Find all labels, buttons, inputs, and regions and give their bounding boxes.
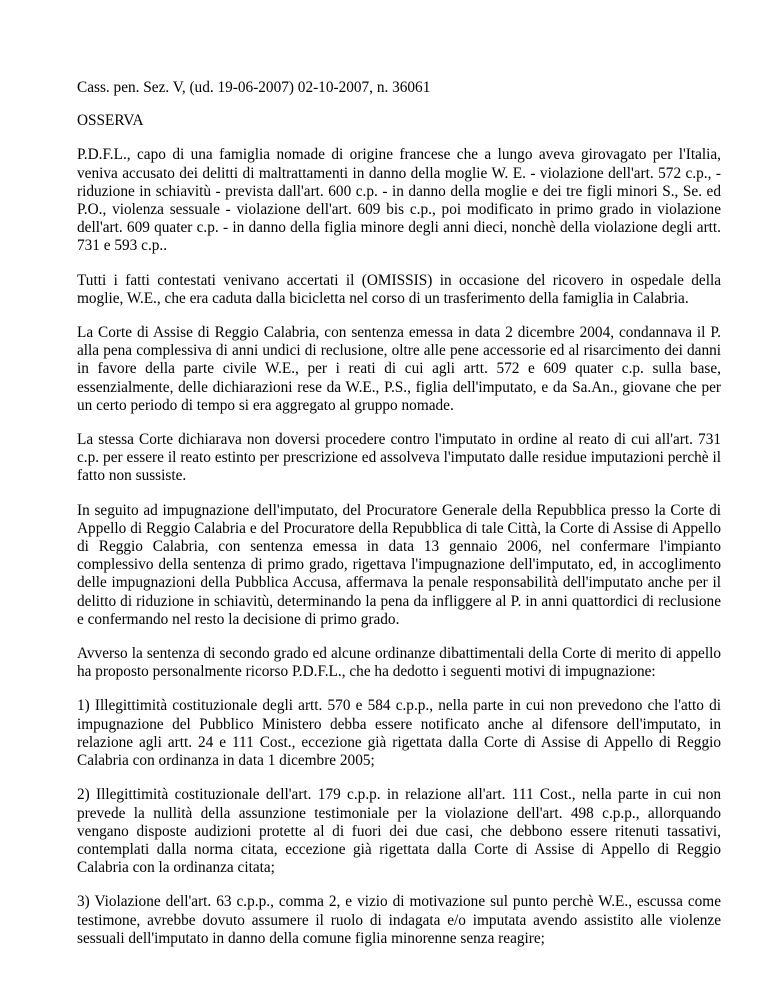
paragraph-6: Avverso la sentenza di secondo grado ed alcune ordinanze dibattimentali della Corte di merito di appello ha proposto personalmente ricorso P.D.F.L., che ha dedotto i seguenti motivi di impugnazione: [77, 645, 721, 681]
paragraph-7: 1) Illegittimità costituzionale degli artt. 570 e 584 c.p.p., nella parte in cui non prevedono che l'atto di impugnazione del Pubblico Ministero debba essere notificato anche al difensore dell'imputato, in relazione agli artt. 24 e 111 Cost., eccezione già rigettata dalla Corte di Assise di Appello di Reggio Calabria con ordinanza in data 1 dicembre 2005; [77, 697, 721, 770]
paragraph-5: In seguito ad impugnazione dell'imputato, del Procuratore Generale della Repubblica presso la Corte di Appello di Reggio Calabria e del Procuratore della Repubblica di tale Città, la Corte di Assise di Appello di Reggio Calabria, con sentenza emessa in data 13 gennaio 2006, nel confermare l'impianto complessivo della sentenza di primo grado, rigettava l'impugnazione dell'imputato, ed, in accoglimento delle impugnazioni della Pubblica Accusa, affermava la penale responsabilità dell'imputato anche per il delitto di riduzione in schiavitù, determinando la pena da infliggere al P. in anni quattordici di reclusione e confermando nel resto la decisione di primo grado. [77, 501, 721, 628]
paragraph-9: 3) Violazione dell'art. 63 c.p.p., comma 2, e vizio di motivazione sul punto perchè W.E., escussa come testimone, avrebbe dovuto assumere il ruolo di indagata e/o imputata avendo assistito alle violenze sessuali dell'imputato in danno della comune figlia minorenne senza reagire; [77, 893, 721, 947]
paragraph-3: La Corte di Assise di Reggio Calabria, con sentenza emessa in data 2 dicembre 2004, condannava il P. alla pena complessiva di anni undici di reclusione, oltre alle pene accessorie ed al risarcimento dei danni in favore della parte civile W.E., per i reati di cui agli artt. 572 e 609 quater c.p. sulla base, essenzialmente, delle dichiarazioni rese da W.E., P.S., figlia dell'imputato, e da Sa.An., giovane che per un certo periodo di tempo si era aggregato al gruppo nomade. [77, 324, 721, 414]
paragraph-1: P.D.F.L., capo di una famiglia nomade di origine francese che a lungo aveva girovagato per l'Italia, veniva accusato dei delitti di maltrattamenti in danno della moglie W. E. - violazione dell'art. 572 c.p., - riduzione in schiavitù - prevista dall'art. 600 c.p. - in danno della moglie e dei tre figli minori S., Se. ed P.O., violenza sessuale - violazione dell'art. 609 bis c.p., poi modificato in primo grado in violazione dell'art. 609 quater c.p. - in danno della figlia minore degli anni dieci, nonchè della violazione degli artt. 731 e 593 c.p.. [77, 146, 721, 255]
paragraph-8: 2) Illegittimità costituzionale dell'art. 179 c.p.p. in relazione all'art. 111 Cost., nella parte in cui non prevede la nullità della assunzione testimoniale per la violazione dell'art. 498 c.p.p., allorquando vengano disposte audizioni protette al di fuori dei due casi, che debbono essere ritenuti tassativi, contemplati dalla norma citata, eccezione già rigettata dalla Corte di Assise di Appello di Reggio Calabria con la ordinanza citata; [77, 786, 721, 877]
case-citation: Cass. pen. Sez. V, (ud. 19-06-2007) 02-10-2007, n. 36061 [77, 79, 431, 96]
paragraph-4: La stessa Corte dichiarava non doversi procedere contro l'imputato in ordine al reato di cui all'art. 731 c.p. per essere il reato estinto per prescrizione ed assolveva l'imputato dalle residue imputazioni perchè il fatto non sussiste. [77, 431, 721, 485]
paragraph-2: Tutti i fatti contestati venivano accertati il (OMISSIS) in occasione del ricovero in ospedale della moglie, W.E., che era caduta dalla bicicletta nel corso di un trasferimento della famiglia in Calabria. [77, 271, 721, 307]
section-heading: OSSERVA [77, 112, 144, 130]
